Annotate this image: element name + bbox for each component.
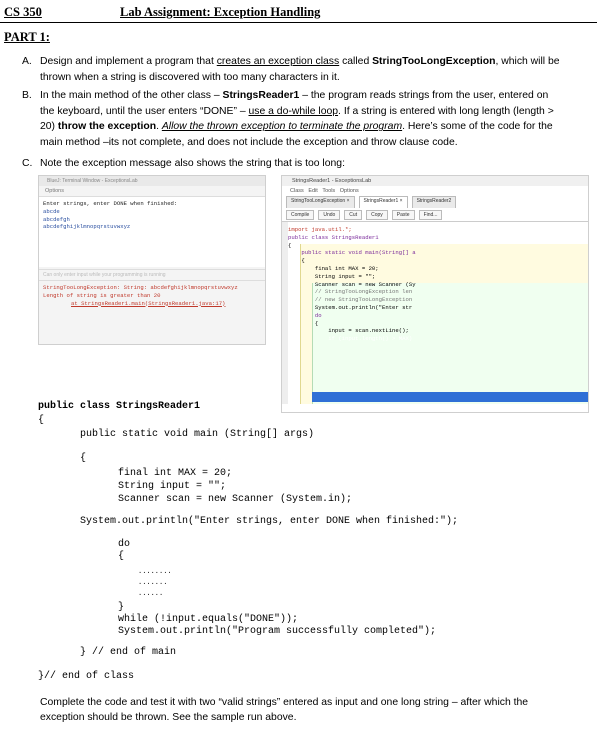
code-placeholder: ........	[138, 568, 172, 576]
editor-menu	[282, 186, 588, 196]
code-class-decl: public class StringsReader1	[38, 401, 201, 412]
editor-toolbar	[282, 208, 588, 221]
item-b-text: In the main method of the other class – StringsReader1 – the program reads strings from the user, entered on the keyboard, until the user enters “DONE” – use a do-while loop. If a string is entered with long length (length > 20) throw the exception. Allow the thrown exception to terminate the program. Here’s some of the code for the main method –its not complete, and does not include the exception and throw clause code.	[40, 90, 554, 148]
copy-button[interactable]: Copy	[366, 210, 388, 220]
undo-button[interactable]: Undo	[318, 210, 340, 220]
terminal-output: Enter strings, enter DONE when finished: abcde abcdefgh abcdefghijklmnopqrstuvwxyz	[39, 197, 265, 267]
code-line: String input = "";	[118, 481, 227, 492]
code-line: public static void main (String[] args)	[80, 429, 315, 440]
code-line: while (!input.equals("DONE"));	[118, 614, 299, 625]
code-line: System.out.println("Enter strings, enter DONE when finished:");	[80, 516, 459, 527]
part-heading: PART 1:	[4, 30, 50, 44]
item-b	[22, 88, 582, 152]
code-line: {	[38, 415, 45, 426]
editor-tabs	[282, 196, 588, 208]
item-a-label: A.	[22, 56, 32, 67]
tab-stringsreader1[interactable]: StringsReader1 ×	[359, 196, 408, 208]
terminal-window	[38, 175, 266, 345]
item-a	[22, 54, 582, 86]
item-c	[22, 156, 582, 172]
tab-stringtoolongexception[interactable]: StringTooLongException ×	[286, 196, 355, 208]
editor-window	[281, 175, 589, 413]
code-line: } // end of main	[80, 647, 177, 658]
menu-class[interactable]: Class	[290, 188, 304, 194]
code-line: do	[118, 539, 131, 550]
code-line: }	[118, 602, 125, 613]
cut-button[interactable]: Cut	[344, 210, 362, 220]
header-rule	[0, 22, 597, 23]
terminal-titlebar: BlueJ: Terminal Window - ExceptionsLab	[39, 176, 265, 186]
code-line: Scanner scan = new Scanner (System.in);	[118, 494, 353, 505]
code-line: {	[118, 551, 125, 562]
paste-button[interactable]: Paste	[392, 210, 415, 220]
item-a-text: Design and implement a program that creates an exception class called StringTooLongException, which will be thrown when a string is discovered with too many characters in it.	[40, 56, 560, 83]
page-title: Lab Assignment: Exception Handling	[120, 5, 321, 19]
item-c-label: C.	[22, 158, 33, 169]
code-placeholder: .......	[138, 579, 168, 587]
terminal-options-menu[interactable]: Options	[39, 186, 265, 197]
code-line: final int MAX = 20;	[118, 468, 233, 479]
compile-button[interactable]: Compile	[286, 210, 314, 220]
code-line: System.out.println("Program successfully completed");	[118, 626, 437, 637]
code-line: }// end of class	[38, 671, 135, 682]
editor-code: import java.util.*; public class StringsReader1 { public static void main(String[] a { final int MAX = 20; String input = ""; Scanner scan = new Scanner (Sy // StringTooLongException len // new StringTooLongException System.out.println("Enter str do { input = scan.nextLine(); if (input.length() > MAX)	[288, 226, 416, 343]
editor-titlebar: StringsReader1 - ExceptionsLab	[282, 176, 588, 186]
menu-tools[interactable]: Tools	[322, 188, 336, 194]
editor-code-area[interactable]	[282, 221, 588, 404]
code-line: {	[80, 453, 87, 464]
code-placeholder: ......	[138, 590, 164, 598]
menu-options[interactable]: Options	[339, 188, 359, 194]
item-c-text: Note the exception message also shows the string that is too long:	[40, 158, 345, 169]
tab-stringsreader2[interactable]: StringsReader2	[412, 196, 457, 208]
terminal-input-hint: Can only enter input while your programming is running	[39, 269, 265, 281]
item-b-label: B.	[22, 90, 32, 101]
menu-edit[interactable]: Edit	[308, 188, 318, 194]
footer-instructions: Complete the code and test it with two “valid strings” entered as input and one long string – after which the exception should be thrown. See the sample run above.	[40, 697, 529, 723]
terminal-error: StringTooLongException: String: abcdefghijklmnopqrstuvwxyz Length of string is greater than 20 at StringsReader1.main(StringsReader1.java:17)	[43, 284, 238, 307]
course-code: CS 350	[4, 5, 42, 19]
find-button[interactable]: Find...	[419, 210, 443, 220]
highlighted-line	[312, 392, 588, 402]
